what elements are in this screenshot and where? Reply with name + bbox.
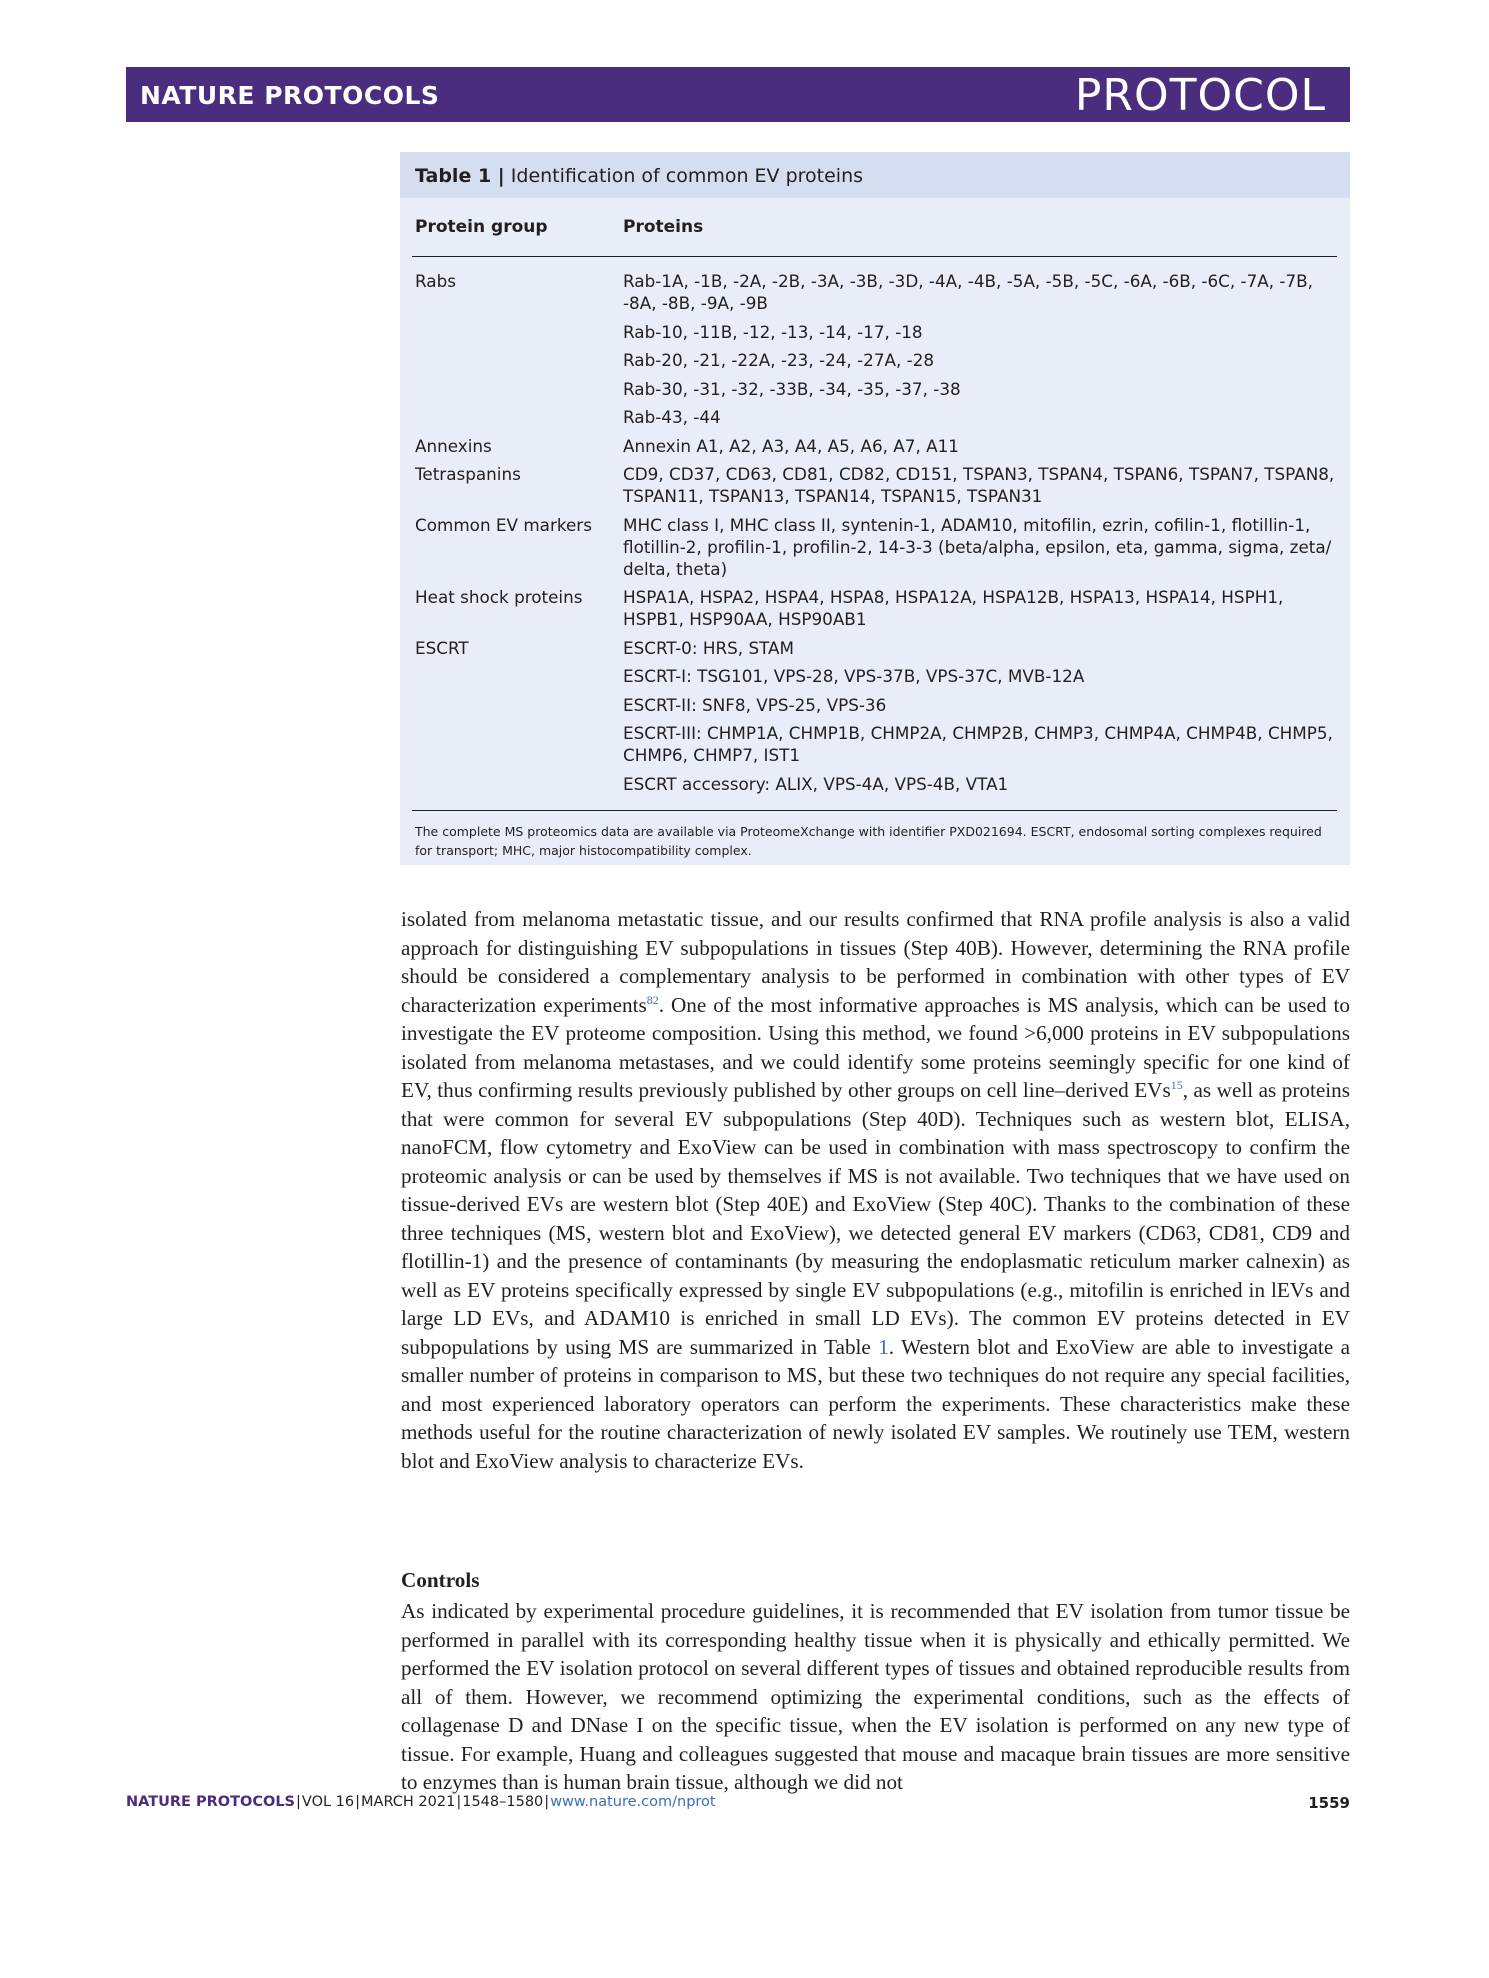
paragraph-text: . Western blot and ExoView are able to investigate a smaller number of proteins in comparison to MS, but these two techniques do not require any special facilities, and most experienced laboratory operators can perform the experiments. These characteristics make these methods useful for the routine characterization of newly isolated EV samples. We routinely use TEM, western blot and ExoView analysis to characterize EVs.: [401, 1334, 1350, 1473]
protein-list-entry: Rab-43, -44: [623, 407, 721, 427]
table-row: [415, 586, 1340, 637]
footer-url-link[interactable]: www.nature.com/nprot: [550, 1794, 716, 1810]
proteins-cell: [623, 637, 1338, 802]
table-title-bar: [400, 152, 1350, 198]
protein-list-entry: ESCRT accessory: ALIX, VPS-4A, VPS-4B, VTA1: [623, 773, 1009, 794]
protein-list-entry: Annexin A1, A2, A3, A4, A5, A6, A7, A11: [623, 435, 959, 456]
proteins-cell: [623, 270, 1338, 435]
protein-list-entry: MHC class I, MHC class II, syntenin-1, ADAM10, mitofilin, ezrin, cofilin-1, flotillin-1, flotillin-2, profilin-1, profilin-2, 14-3-3 (beta/alpha, epsilon, eta, gamma, sigma, zeta/ delta, theta): [623, 514, 1332, 579]
reference-82[interactable]: 82: [646, 992, 659, 1007]
column-header-proteins: Proteins: [623, 217, 704, 237]
footer-journal: NATURE PROTOCOLS: [126, 1794, 296, 1810]
protein-list-entry: ESCRT-0: HRS, STAM: [623, 637, 794, 658]
proteins-cell: [623, 514, 1338, 587]
reference-15[interactable]: 15: [1170, 1077, 1183, 1092]
protein-list-entry: Rab-10, -11B, -12, -13, -14, -17, -18: [623, 321, 923, 342]
journal-name: NATURE PROTOCOLS: [140, 81, 440, 110]
paragraph-text: isolated from melanoma metastatic tissue, and our results confirmed that RNA profile analysis is also a valid approach for distinguishing EV subpopulations in tissues (Step 40B). However, determining the RNA profile should be considered a complementary analysis to be performed in combination with other types of EV characterization experiments: [401, 907, 1350, 1017]
protein-list-entry: ESCRT-I: TSG101, VPS-28, VPS-37B, VPS-37C, MVB-12A: [623, 666, 1085, 686]
protein-group-cell: Rabs: [415, 271, 456, 291]
paragraph-text: , as well as proteins that were common for several EV subpopulations (Step 40D). Techniques such as western blot, ELISA, nanoFCM, flow cytometry and ExoView can be used in combination with mass spectroscopy to confirm the proteomic analysis or can be used by themselves if MS is not available. Two techniques that we have used on tissue-derived EVs are western blot (Step 40E) and ExoView (Step 40C). Thanks to the combination of these three techniques (MS, western blot and ExoView), we detected general EV markers (CD63, CD81, CD9 and flotillin-1) and the presence of contaminants (by measuring the endoplasmatic reticulum marker calnexin) as well as EV proteins specifically expressed by single EV subpopulations (e.g., mitofilin is enriched in lEVs and large LD EVs, and ADAM10 is enriched in small LD EVs). The common EV proteins detected in EV subpopulations by using MS are summarized in Table: [401, 1078, 1350, 1359]
footer-volume: VOL 16: [301, 1794, 355, 1810]
table-body: [415, 270, 1340, 801]
table-1-link[interactable]: 1: [878, 1334, 889, 1359]
page-number: 1559: [1308, 1794, 1350, 1812]
body-paragraph-2: As indicated by experimental procedure guidelines, it is recommended that EV isolation from tumor tissue be performed in parallel with its corresponding healthy tissue when it is physically and ethically permitted. We performed the EV isolation protocol on several different types of tissues and obtained reproducible results from all of them. However, we recommend optimizing the experimental conditions, such as the effects of collagenase D and DNase I on the specific tissue, when the EV isolation is performed on any new type of tissue. For example, Huang and colleagues suggested that mouse and macaque brain tissues are more sensitive to enzymes than is human brain tissue, although we did not: [401, 1599, 1350, 1794]
protein-list-entry: HSPA1A, HSPA2, HSPA4, HSPA8, HSPA12A, HSPA12B, HSPA13, HSPA14, HSPH1, HSPB1, HSP90AA, HSP90AB1: [623, 587, 1284, 629]
protein-table: [400, 152, 1350, 865]
protein-list-entry: Rab-1A, -1B, -2A, -2B, -3A, -3B, -3D, -4A, -4B, -5A, -5B, -5C, -6A, -6B, -6C, -7A, -7B, -8A, -8B, -9A, -9B: [623, 271, 1314, 313]
protein-list-entry: Rab-20, -21, -22A, -23, -24, -27A, -28: [623, 350, 935, 370]
table-row: [415, 514, 1340, 587]
protein-group-cell: ESCRT: [415, 637, 469, 658]
controls-heading: Controls: [401, 1568, 480, 1592]
proteins-cell: [623, 586, 1338, 637]
footer-separator: |: [456, 1794, 462, 1810]
article-type: PROTOCOL: [1074, 70, 1326, 121]
paragraph-text: . One of the most informative approaches is MS analysis, which can be used to investigate the EV proteome composition. Using this method, we found >6,000 proteins in EV subpopulations isolated from melanoma metastases, and we could identify some proteins seemingly specific for one kind of EV, thus confirming results previously published by other groups on cell line–derived EVs: [401, 992, 1350, 1102]
protein-group-cell: Heat shock proteins: [415, 587, 583, 607]
page-footer: [126, 1794, 716, 1810]
protein-group-cell: Common EV markers: [415, 514, 592, 535]
proteins-cell: [623, 463, 1338, 514]
table-row: [415, 463, 1340, 514]
protein-group-cell: Annexins: [415, 435, 492, 456]
proteins-cell: [623, 435, 1338, 464]
table-label: Table 1 |: [415, 165, 505, 187]
protein-group-cell: Tetraspanins: [415, 464, 521, 484]
footer-separator: |: [544, 1794, 550, 1810]
protein-list-entry: ESCRT-II: SNF8, VPS-25, VPS-36: [623, 694, 887, 715]
table-row: [415, 435, 1340, 464]
footer-separator: |: [355, 1794, 361, 1810]
table-title: Identification of common EV proteins: [510, 165, 864, 187]
footer-separator: |: [296, 1794, 301, 1810]
protein-list-entry: ESCRT-III: CHMP1A, CHMP1B, CHMP2A, CHMP2B, CHMP3, CHMP4A, CHMP4B, CHMP5, CHMP6, CHMP7, IST1: [623, 723, 1333, 765]
table-row: [415, 270, 1340, 435]
journal-header-bar: [126, 67, 1350, 122]
table-footnote: The complete MS proteomics data are available via ProteomeXchange with identifier PXD021694. ESCRT, endosomal sorting complexes required for transport; MHC, major histocompatibility complex.: [415, 824, 1322, 858]
footer-pages: 1548–1580: [462, 1794, 544, 1810]
protein-list-entry: CD9, CD37, CD63, CD81, CD82, CD151, TSPAN3, TSPAN4, TSPAN6, TSPAN7, TSPAN8, TSPAN11, TSPAN13, TSPAN14, TSPAN15, TSPAN31: [623, 464, 1335, 506]
column-header-group: Protein group: [415, 217, 548, 237]
footer-date: MARCH 2021: [361, 1794, 456, 1810]
header-rule: [412, 256, 1337, 257]
bottom-rule: [412, 810, 1337, 811]
protein-list-entry: Rab-30, -31, -32, -33B, -34, -35, -37, -38: [623, 378, 961, 399]
body-paragraph-1: [401, 905, 1350, 1475]
table-row: [415, 637, 1340, 802]
